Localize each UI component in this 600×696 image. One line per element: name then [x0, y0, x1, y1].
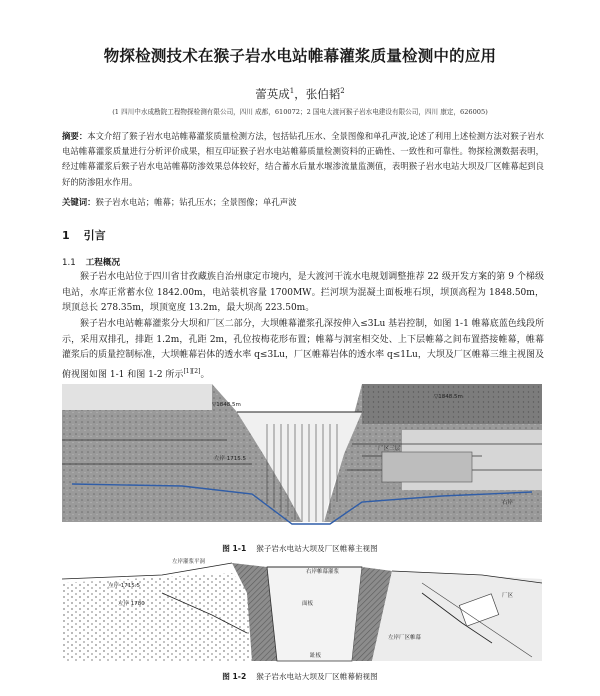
author-2-affil: 2: [340, 87, 345, 96]
paper-title: 物探检测技术在猴子岩水电站帷幕灌浆质量检测中的应用: [103, 47, 497, 65]
fig2-label-2: 左岸 1715.5: [108, 583, 140, 589]
author-1-affil: 1: [289, 87, 295, 96]
authors: [0, 86, 600, 102]
figure-1-2-caption-num: 图 1-2: [222, 672, 247, 681]
fig1-label-3: 左岸 1715.5: [214, 456, 246, 462]
abstract: [62, 129, 544, 190]
fig2-label-8: 趾板: [310, 653, 322, 659]
fig2-label-4: 面板: [302, 601, 314, 607]
fig1-label-5: 右岸: [502, 500, 514, 506]
keywords-text: 猴子岩水电站；帷幕；钻孔压水；全景图像；单孔声波: [95, 197, 297, 207]
powerhouse-block: [382, 452, 472, 482]
subsection-heading-1-1: [62, 256, 120, 268]
figure-1-1-caption-num: 图 1-1: [222, 544, 247, 553]
figure-1-2-caption-text: 猴子岩水电站大坝及厂区帷幕俯视图: [256, 672, 378, 681]
subsection-number: 1.1: [62, 258, 76, 268]
paragraph-2-end: 。: [200, 369, 210, 380]
keywords-label: 关键词：: [62, 197, 96, 207]
dam-face: [267, 567, 362, 661]
figure-1-2-caption: [0, 671, 600, 682]
section-number: 1: [62, 229, 70, 242]
author-2: 张伯韬: [305, 87, 341, 101]
citation: [1][2]: [183, 367, 201, 375]
right-plan-area: [372, 571, 542, 661]
paragraph-2-text: 猴子岩水电站帷幕灌浆分大坝和厂区二部分，大坝帷幕灌浆孔深按伸入≤3Lu 基岩控制，如图 1-1 帷幕底蓝色线段所示，采用双排孔，排距 1.2m，孔距 2m，孔位按梅花形布置；帷幕与洞室相交处、上下层帷幕之间布置搭接帷幕，帷幕灌浆后的质量控制标准，大坝帷幕岩体的透水率 q≤3Lu，厂区帷幕岩体的透水率 q≤1Lu，大坝及厂区帷幕三维主视图及俯视图如图 1-1 和图 1-2 所示: [62, 319, 544, 380]
fig1-label-4: 厂区三层: [378, 446, 401, 452]
abstract-label: 摘要：: [62, 131, 88, 141]
figure-1-2: [62, 553, 542, 665]
figure-1-1-caption-text: 猴子岩水电站大坝及厂区帷幕主视图: [256, 544, 378, 553]
fig2-label-3: 左岸 1780: [118, 601, 145, 607]
right-bank-dark-zone: [362, 384, 542, 424]
fig2-label-5: 右岸帷幕灌浆: [306, 569, 340, 575]
subsection-title: 工程概况: [85, 258, 121, 268]
fig2-label-1: 左岸灌浆平洞: [172, 559, 206, 565]
paragraph-1: 猴子岩水电站位于四川省甘孜藏族自治州康定市境内，是大渡河干流水电规划调整推荐 22 级开发方案的第 9 个梯级电站，水库正常蓄水位 1842.00m，电站装机容量 1700MW。拦河坝为混凝土面板堆石坝，坝顶高程为 1848.50m，坝顶总长 278.35m，坝顶宽度 13.2m，最大坝高 223.50m。: [62, 272, 544, 314]
paragraph-2: [62, 317, 544, 383]
fig2-label-6: 左岸厂区帷幕: [388, 635, 422, 641]
fig1-label-1: ▽1848.5m: [212, 402, 241, 408]
abstract-text: 本文介绍了猴子岩水电站帷幕灌浆质量检测方法，包括钻孔压水、全景图像和单孔声波,论述了利用上述检测方法对猴子岩水电站帷幕灌浆质量进行分析评价成果，相互印证猴子岩水电站帷幕质量检测资料的正确性、一致性和可靠性。物探检测数据表明，经过帷幕灌浆后猴子岩水电站帷幕防渗效果总体较好，结合蓄水后量水堰渗流量监测值，表明猴子岩水电站大坝及厂区帷幕起到良好的防渗阻水作用。: [62, 131, 544, 187]
keywords: [62, 196, 544, 208]
section-heading-1: [62, 227, 106, 243]
left-bank-light-zone: [62, 384, 212, 410]
author-separator: ，: [294, 87, 306, 101]
author-1: 蕾英成: [255, 87, 290, 101]
left-curtain-field: [62, 573, 252, 661]
fig2-label-7: 厂区: [502, 593, 514, 599]
section-title: 引言: [83, 229, 106, 242]
fig1-label-2: ▽1848.5m: [434, 394, 463, 400]
figure-1-1: [62, 384, 542, 536]
affiliation: (1 四川中水成勘院工程物探检测有限公司，四川 成都，610072；2 国电大渡河猴子岩水电建设有限公司，四川 康定，626005): [112, 108, 488, 116]
